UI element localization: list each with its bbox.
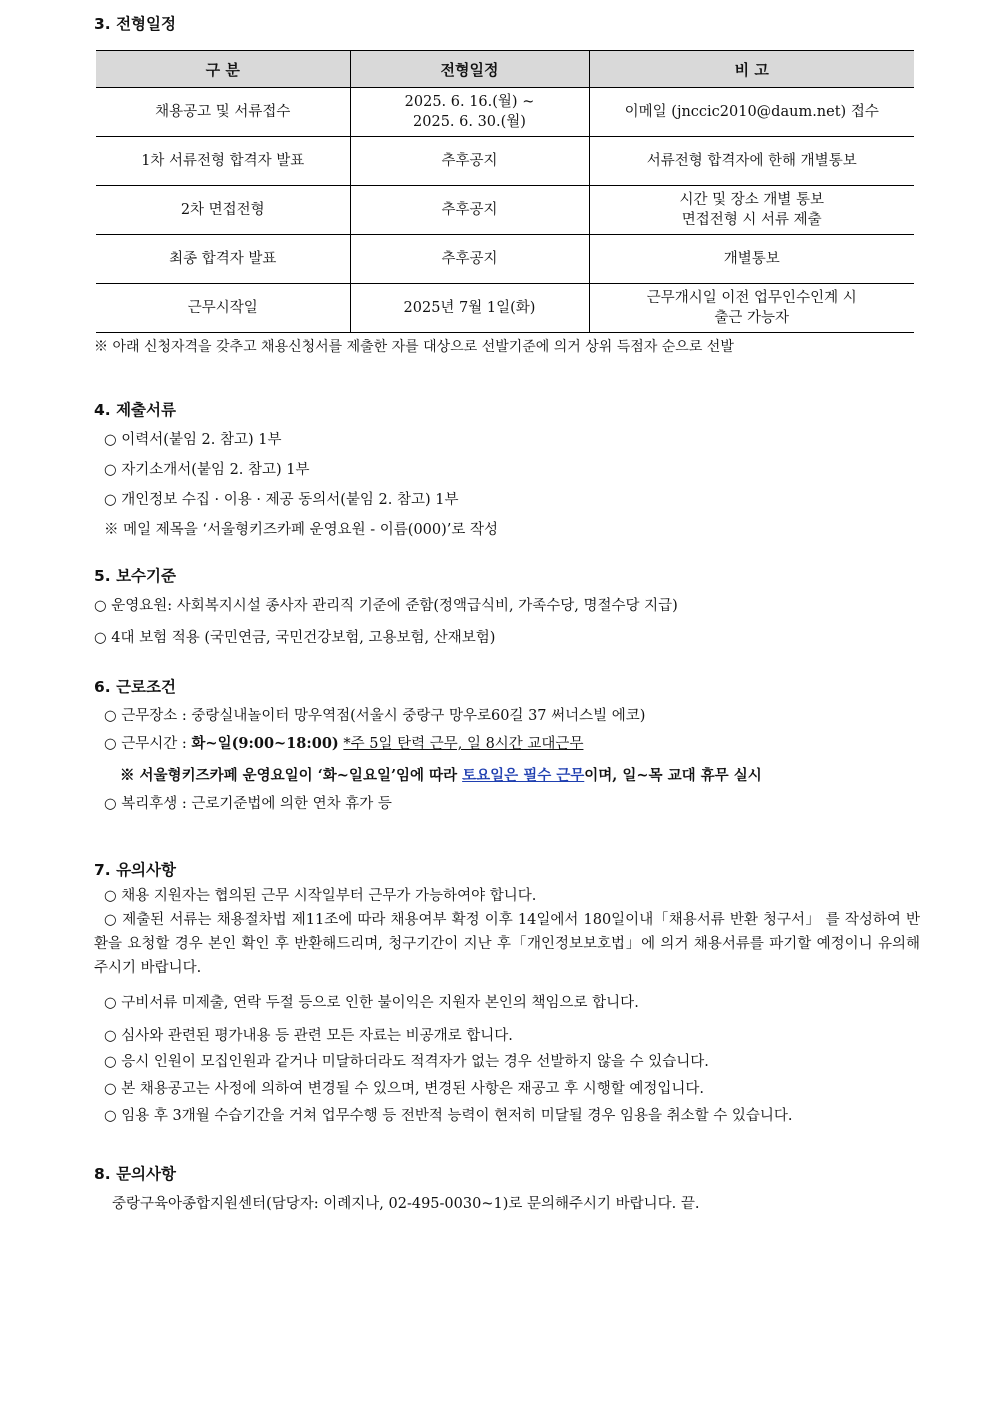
notice-item: ○ 제출된 서류는 채용절차법 제11조에 따라 채용여부 확정 이후 14일에서 180일이내「채용서류 반환 청구서」 를 작성하여 반환을 요청할 경우 본인 확인 후 반환해드리며, 청구기간이 지난 후「개인정보보호법」에 의거 채용서류를 파기할 예정이니 유의해주시기 바랍니다. [94, 912, 920, 976]
remarks-line: 면접전형 시 서류 제출 [681, 212, 822, 228]
row-remarks: 이메일 (jnccic2010@daum.net) 접수 [589, 88, 914, 137]
saturday-warning [120, 764, 762, 785]
selection-note: ※ 아래 신청자격을 갖추고 채용신청서를 제출한 자를 대상으로 선발기준에 의거 상위 득점자 순으로 선발 [94, 339, 734, 355]
row-schedule: 2025년 7월 1일(화) [350, 284, 589, 333]
notice-item: ○ 임용 후 3개월 수습기간을 거쳐 업무수행 등 전반적 능력이 현저히 미달될 경우 임용을 취소할 수 있습니다. [104, 1108, 793, 1124]
header-remarks: 비 고 [589, 51, 914, 88]
work-time-prefix: ○ 근무시간 : [104, 736, 192, 752]
pay-item: ○ 운영요원: 사회복지시설 종사자 관리직 기준에 준함(정액급식비, 가족수당, 명절수당 지급) [94, 598, 678, 614]
header-schedule: 전형일정 [350, 51, 589, 88]
row-category: 2차 면접전형 [96, 186, 350, 235]
work-time-note: *주 5일 탄력 근무, 일 8시간 교대근무 [343, 736, 584, 752]
notice-item: ○ 구비서류 미제출, 연락 두절 등으로 인한 불이익은 지원자 본인의 책임으로 합니다. [104, 995, 639, 1011]
table-row [96, 137, 914, 186]
work-place: ○ 근무장소 : 중랑실내놀이터 망우역점(서울시 중랑구 망우로60길 37 써너스빌 에코) [104, 708, 646, 724]
remarks-line: 근무개시일 이전 업무인수인계 시 [646, 290, 857, 306]
warning-text-end: 이며, 일~목 교대 휴무 실시 [584, 767, 762, 784]
notice-item: ○ 채용 지원자는 협의된 근무 시작일부터 근무가 가능하여야 합니다. [104, 888, 537, 904]
warning-text: ※ 서울형키즈카페 운영요일이 ‘화~일요일’임에 따라 [120, 767, 463, 784]
doc-note: ※ 메일 제목을 ‘서울형키즈카페 운영요원 - 이름(000)’로 작성 [104, 522, 499, 538]
notice-item: ○ 본 채용공고는 사정에 의하여 변경될 수 있으며, 변경된 사항은 재공고 후 시행할 예정입니다. [104, 1081, 705, 1097]
notice-item: ○ 응시 인원이 모집인원과 같거나 미달하더라도 적격자가 없는 경우 선발하지 않을 수 있습니다. [104, 1054, 709, 1070]
row-remarks [589, 186, 914, 235]
table-row [96, 186, 914, 235]
row-schedule: 추후공지 [350, 137, 589, 186]
work-time [104, 732, 583, 753]
contact-text: 중랑구육아종합지원센터(담당자: 이례지나, 02-495-0030~1)로 문의해주시기 바랍니다. 끝. [112, 1196, 700, 1212]
schedule-line: 2025. 6. 30.(월) [413, 114, 526, 130]
work-time-hours: 화~일(9:00~18:00) [191, 735, 339, 752]
section-8-title: 8. 문의사항 [94, 1165, 176, 1183]
remarks-line: 시간 및 장소 개별 통보 [679, 192, 824, 208]
section-7-title: 7. 유의사항 [94, 861, 176, 879]
row-schedule [350, 88, 589, 137]
pay-item: ○ 4대 보험 적용 (국민연금, 국민건강보험, 고용보험, 산재보험) [94, 630, 496, 646]
row-schedule: 추후공지 [350, 235, 589, 284]
table-row [96, 88, 914, 137]
notice-item: ○ 심사와 관련된 평가내용 등 관련 모든 자료는 비공개로 합니다. [104, 1028, 513, 1044]
remarks-line: 출근 가능자 [714, 310, 790, 326]
row-category: 채용공고 및 서류접수 [96, 88, 350, 137]
header-category: 구 분 [96, 51, 350, 88]
row-remarks: 서류전형 합격자에 한해 개별통보 [589, 137, 914, 186]
row-schedule: 추후공지 [350, 186, 589, 235]
row-category: 1차 서류전형 합격자 발표 [96, 137, 350, 186]
table-header-row [96, 51, 914, 88]
doc-item: ○ 이력서(붙임 2. 참고) 1부 [104, 432, 282, 448]
table-row [96, 284, 914, 333]
section-4-title: 4. 제출서류 [94, 401, 176, 419]
saturday-required: 토요일은 필수 근무 [462, 767, 585, 784]
schedule-line: 2025. 6. 16.(월) ~ [404, 94, 535, 110]
table-row [96, 235, 914, 284]
row-category: 최종 합격자 발표 [96, 235, 350, 284]
doc-item: ○ 자기소개서(붙임 2. 참고) 1부 [104, 462, 310, 478]
section-5-title: 5. 보수기준 [94, 567, 176, 585]
schedule-table [96, 50, 914, 333]
welfare: ○ 복리후생 : 근로기준법에 의한 연차 휴가 등 [104, 796, 392, 812]
section-6-title: 6. 근로조건 [94, 678, 176, 696]
row-category: 근무시작일 [96, 284, 350, 333]
doc-item: ○ 개인정보 수집 · 이용 · 제공 동의서(붙임 2. 참고) 1부 [104, 492, 459, 508]
row-remarks: 개별통보 [589, 235, 914, 284]
section-3-title: 3. 전형일정 [94, 15, 176, 33]
row-remarks [589, 284, 914, 333]
